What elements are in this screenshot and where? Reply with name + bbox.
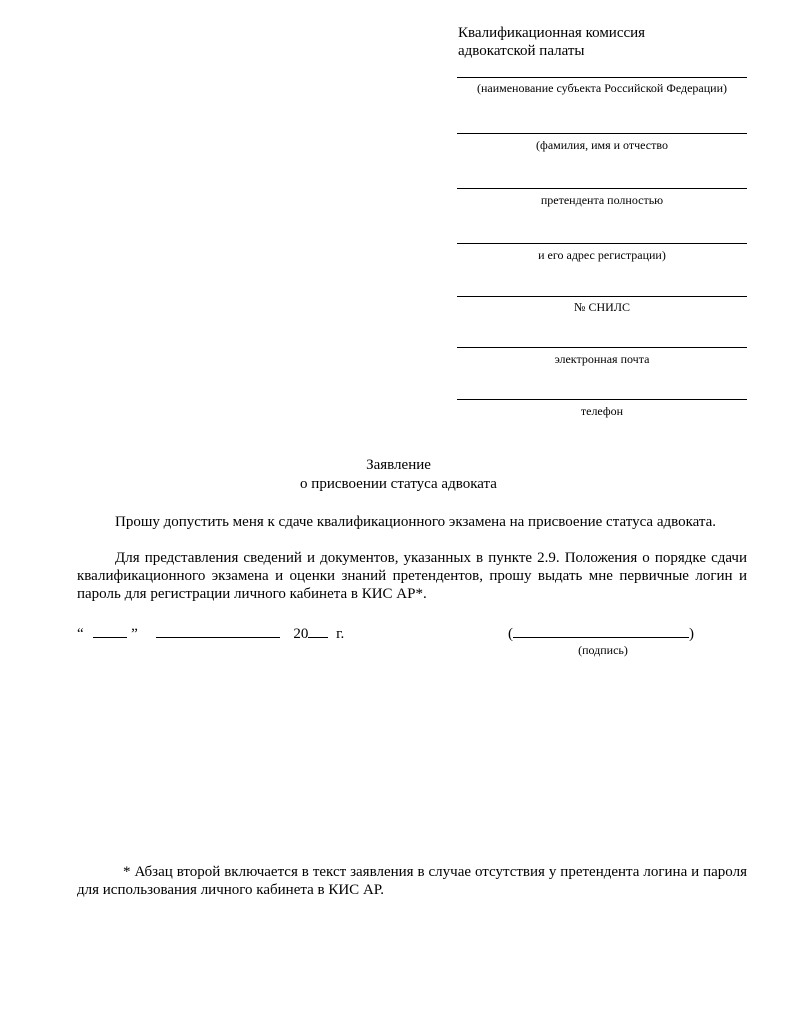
footnote: * Абзац второй включается в текст заявления в случае отсутствия у претендента логина и пароля для использования личного кабинета в КИС АР. <box>77 864 747 898</box>
date-close-quote: ” <box>131 626 138 642</box>
fullname-continued-field-caption: претендента полностью <box>540 193 664 207</box>
snils-field-caption: № СНИЛС <box>574 300 630 314</box>
signature-caption: (подпись) <box>578 643 628 657</box>
address-field-line[interactable] <box>457 243 747 244</box>
addressee-block <box>458 24 748 60</box>
date-row <box>77 624 344 643</box>
region-field-caption: (наименование субъекта Российской Федерации) <box>476 81 728 95</box>
email-field-line[interactable] <box>457 347 747 348</box>
document-subtitle: о присвоении статуса адвоката <box>300 476 497 492</box>
year-blank[interactable] <box>308 624 328 638</box>
fullname-field-line[interactable] <box>457 133 747 134</box>
year-prefix: 20 <box>293 626 309 642</box>
region-field-line[interactable] <box>457 77 747 78</box>
document-title: Заявление <box>366 457 431 473</box>
signature-close-paren: ) <box>689 626 694 642</box>
email-field-caption: электронная почта <box>554 352 650 366</box>
month-blank[interactable] <box>156 624 280 638</box>
signature-open-paren: ( <box>508 626 513 642</box>
phone-field-caption: телефон <box>580 404 624 418</box>
address-field-caption: и его адрес регистрации) <box>538 248 666 262</box>
addressee-line-1: Квалификационная комиссия <box>458 25 646 41</box>
date-open-quote: “ <box>77 626 84 642</box>
fullname-field-caption: (фамилия, имя и отчество <box>536 138 668 152</box>
addressee-line-2: адвокатской палаты <box>458 43 585 59</box>
day-blank[interactable] <box>93 624 127 638</box>
request-paragraph: Прошу допустить меня к сдаче квалификационного экзамена на присвоение статуса адвоката. <box>115 514 717 530</box>
phone-field-line[interactable] <box>457 399 747 400</box>
credentials-paragraph: Для представления сведений и документов, указанных в пункте 2.9. Положения о порядке сдачи квалификационного экзамена и оценки знаний претендентов, прошу выдать мне первичные логин и пароль для регистрации личного кабинета в КИС АР*. <box>77 550 747 602</box>
signature-blank[interactable] <box>513 624 689 638</box>
signature-row <box>508 624 694 643</box>
snils-field-line[interactable] <box>457 296 747 297</box>
fullname-continued-field-line[interactable] <box>457 188 747 189</box>
year-suffix: г. <box>336 626 345 642</box>
